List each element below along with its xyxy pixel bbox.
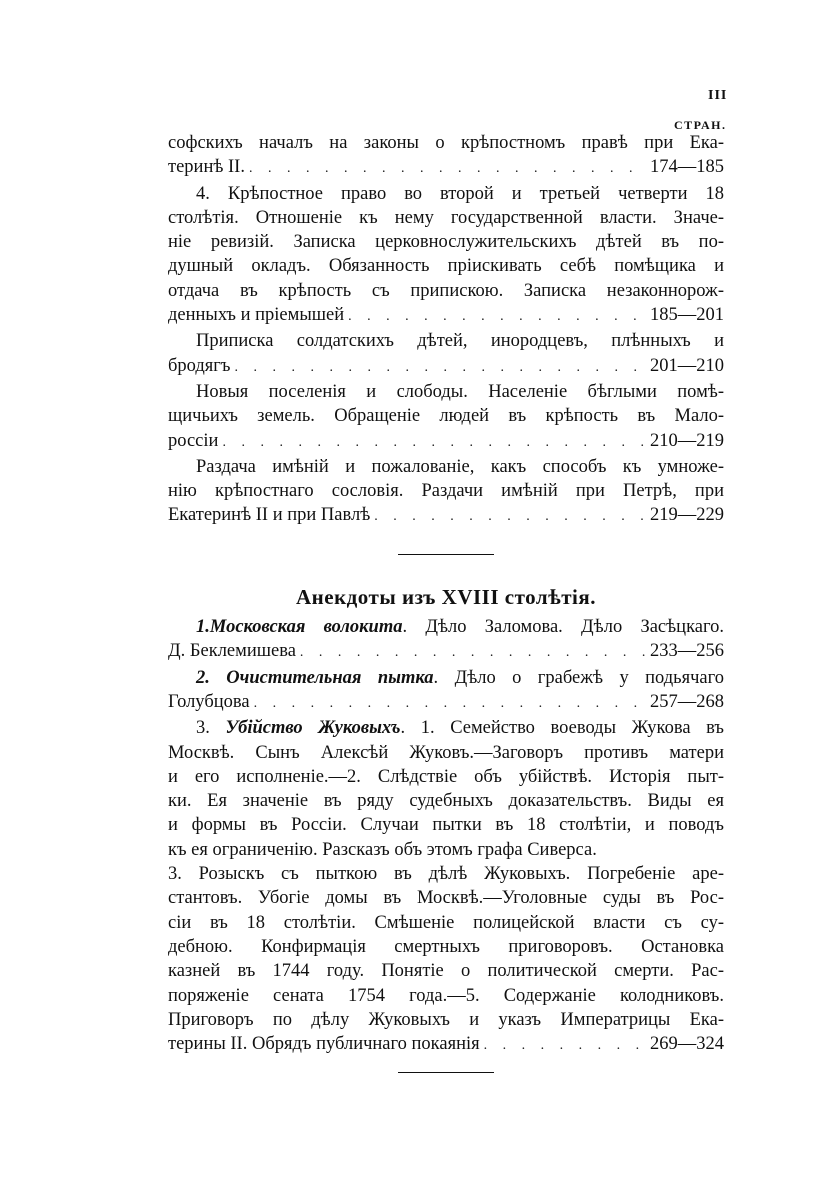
toc-text-line: и формы въ Россіи. Случаи пытки въ 18 столѣтіи, и поводъ — [168, 815, 724, 836]
toc-text-line: душный окладъ. Обязанность пріискивать себѣ помѣщика и — [168, 256, 724, 277]
toc-leader-line — [168, 354, 724, 380]
toc-text: теринѣ II. — [168, 157, 245, 178]
toc-text: 3. — [196, 718, 226, 739]
toc-entry-estates-grants — [168, 455, 724, 530]
toc-text-line: софскихъ началъ на законы о крѣпостномъ правѣ при Ека- — [168, 133, 724, 153]
dot-leader — [249, 157, 646, 181]
dot-leader — [374, 505, 646, 529]
toc-text-line: столѣтія. Отношеніе къ нему государственной власти. Значе- — [168, 207, 724, 228]
toc-text-line: ки. Ея значеніе въ ряду судебныхъ доказательствъ. Виды ея — [168, 791, 724, 812]
toc-text-line — [168, 716, 724, 740]
page-range: 174—185 — [650, 157, 724, 178]
toc-text: . Дѣло Заломова. Дѣло Засѣцкаго. — [402, 617, 725, 638]
toc-text: Голубцова — [168, 691, 250, 712]
toc-text-line: стантовъ. Убогіе домы въ Москвѣ.—Уголовные суды въ Рос- — [168, 888, 724, 909]
page-range: 219—229 — [650, 505, 724, 526]
dot-leader — [234, 356, 646, 380]
page-range: 185—201 — [650, 305, 724, 326]
toc-content — [168, 131, 724, 1073]
toc-text-line: 4. Крѣпостное право во второй и третьей четверти 18 — [196, 183, 724, 204]
toc-entry-anecdote-2 — [168, 666, 724, 717]
toc-entry-serfdom — [168, 182, 724, 330]
page-range: 269—324 — [650, 1034, 724, 1055]
toc-leader-line — [168, 639, 724, 665]
toc-text-line: Приговоръ по дѣлу Жуковыхъ и указъ Императрицы Ека- — [168, 1009, 724, 1030]
toc-text-line: къ ея ограниченію. Разсказъ объ этомъ графа Сиверса. — [168, 839, 597, 860]
page-number: III — [708, 88, 728, 103]
toc-entry-soldiers-children — [168, 329, 724, 380]
toc-text-line: Раздача имѣній и пожалованіе, какъ способъ къ умноже- — [196, 456, 724, 477]
toc-text-line: сіи въ 18 столѣтіи. Смѣшеніе полицейской власти съ су- — [168, 912, 724, 933]
page-column-label: СТРАН. — [674, 118, 727, 132]
toc-leader-line — [168, 303, 724, 329]
toc-text-line: отдача въ крѣпость съ припискою. Записка незаконнорож- — [168, 280, 724, 301]
page-range: 233—256 — [650, 641, 724, 662]
page-range: 210—219 — [650, 430, 724, 451]
toc-text-line: дебною. Конфирмація смертныхъ приговоровъ. Остановка — [168, 936, 724, 957]
toc-text-line: и его исполненіе.—2. Слѣдствіе объ убійствѣ. Исторія пыт- — [168, 766, 724, 787]
toc-leader-line — [168, 690, 724, 716]
anecdote-title: Убійство Жуковыхъ — [225, 718, 401, 739]
toc-text: . 1. Семейство воеводы Жукова въ — [400, 718, 724, 739]
toc-text-line: казней въ 1744 году. Понятіе о политической смерти. Рас- — [168, 961, 724, 982]
toc-text-line: Москвѣ. Сынъ Алексѣй Жуковъ.—Заговоръ противъ матери — [168, 742, 724, 763]
anecdote-title: 2. Очистительная пытка — [196, 667, 434, 688]
toc-text: терины II. Обрядъ публичнаго покаянія — [168, 1034, 480, 1055]
toc-leader-line — [168, 1032, 724, 1058]
toc-leader-line — [168, 503, 724, 529]
dot-leader — [300, 641, 646, 665]
dot-leader — [222, 431, 646, 455]
toc-text-line: щичьихъ земель. Обращеніе людей въ крѣпость въ Мало- — [168, 406, 724, 427]
toc-text-line — [168, 615, 724, 639]
dot-leader — [254, 692, 646, 716]
toc-text-line: поряженіе сената 1754 года.—5. Содержаніе колодниковъ. — [168, 985, 724, 1006]
toc-leader-line — [168, 155, 724, 181]
dot-leader — [484, 1034, 646, 1058]
toc-entry-settlements — [168, 380, 724, 455]
toc-text-line: Новыя поселенія и слободы. Населеніе бѣглыми помѣ- — [196, 381, 724, 402]
section-heading: Анекдоты изъ XVIII столѣтія. — [296, 584, 596, 609]
toc-text-line: нію крѣпостнаго сословія. Раздачи имѣній при Петрѣ, при — [168, 481, 724, 502]
toc-entry-anecdote-1 — [168, 615, 724, 666]
toc-entry-anecdote-3 — [168, 716, 724, 1058]
toc-text: денныхъ и пріемышей — [168, 305, 345, 326]
anecdote-title: 1.Московская волокита — [196, 617, 403, 638]
section-divider-bottom — [398, 1072, 494, 1073]
toc-text-line: 3. Розыскъ съ пыткою въ дѣлѣ Жуковыхъ. Погребеніе аре- — [168, 864, 724, 885]
page-range: 257—268 — [650, 691, 724, 712]
toc-text: Екатеринѣ II и при Павлѣ — [168, 505, 371, 526]
toc-text-line — [168, 666, 724, 690]
toc-text: . Дѣло о грабежѣ у подьячаго — [433, 667, 724, 688]
dot-leader — [348, 305, 646, 329]
toc-entry-continuation — [168, 131, 724, 182]
toc-leader-line — [168, 429, 724, 455]
toc-text: бродягъ — [168, 355, 231, 376]
toc-text: Д. Беклемишева — [168, 641, 296, 662]
toc-text: россіи — [168, 430, 219, 451]
toc-text-line: Приписка солдатскихъ дѣтей, инородцевъ, плѣнныхъ и — [196, 331, 724, 352]
toc-text-line: ніе ревизій. Записка церковнослужительскихъ дѣтей въ по- — [168, 232, 724, 253]
page-range: 201—210 — [650, 355, 724, 376]
